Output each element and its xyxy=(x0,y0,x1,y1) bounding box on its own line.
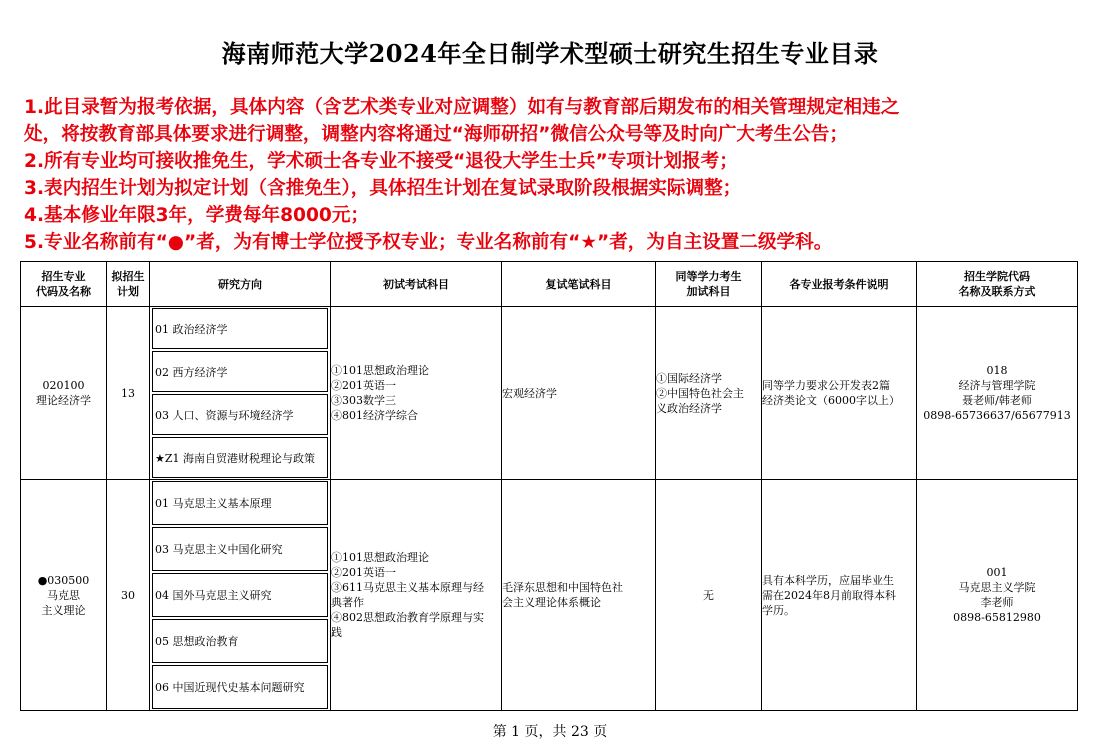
header-direction: 研究方向 xyxy=(150,262,331,307)
major-code: 020100 xyxy=(42,379,85,392)
table-row xyxy=(21,307,1078,480)
retest-cell xyxy=(502,307,656,480)
initial-exam-cell xyxy=(331,480,502,711)
header-college xyxy=(917,262,1078,307)
header-text: 加试科目 xyxy=(686,285,731,298)
direction-item: 01 马克思主义基本原理 xyxy=(152,481,328,525)
page-number: 第 1 页，共 23 页 xyxy=(492,724,608,740)
condition-text: 需在2024年8月前取得本科 xyxy=(762,588,896,602)
header-major xyxy=(21,262,107,307)
header-equiv xyxy=(656,262,762,307)
retest-subject: 宏观经济学 xyxy=(502,386,557,400)
initial-exam-cell xyxy=(331,307,502,480)
direction-item: 03 马克思主义中国化研究 xyxy=(152,527,328,571)
exam-subject: 践 xyxy=(331,626,342,639)
equiv-cell xyxy=(656,480,762,711)
direction-cell xyxy=(150,307,331,480)
college-code: 001 xyxy=(986,566,1008,579)
college-name: 马克思主义学院 xyxy=(958,581,1036,594)
exam-subject: ②201英语一 xyxy=(331,566,396,579)
header-text: 招生专业 xyxy=(41,270,86,283)
header-retest: 复试笔试科目 xyxy=(502,262,656,307)
major-cell xyxy=(21,307,107,480)
notice-line: 2.所有专业均可接收推免生，学术硕士各专业不接受“退役大学生士兵”专项计划报考； xyxy=(24,151,738,172)
notice-line: 3.表内招生计划为拟定计划（含推免生），具体招生计划在复试录取阶段根据实际调整； xyxy=(24,178,742,199)
notice-line: 1.此目录暂为报考依据，具体内容（含艺术类专业对应调整）如有与教育部后期发布的相关管理规定相违之 xyxy=(24,97,900,118)
condition-text: 经济类论文（6000字以上） xyxy=(762,394,900,407)
direction-item: ★Z1 海南自贸港财税理论与政策 xyxy=(152,437,328,478)
equiv-subject: 无 xyxy=(703,588,714,602)
conditions-cell xyxy=(762,480,917,711)
conditions-cell xyxy=(762,307,917,480)
retest-cell xyxy=(502,480,656,711)
header-text: 同等学力考生 xyxy=(675,270,742,283)
exam-subject: ③303数学三 xyxy=(331,394,396,407)
college-name: 经济与管理学院 xyxy=(958,379,1036,392)
college-cell xyxy=(917,307,1078,480)
college-cell xyxy=(917,480,1078,711)
condition-text: 具有本科学历，应届毕业生 xyxy=(762,573,894,587)
notice-line: 5.专业名称前有“●”者，为有博士学位授予权专业；专业名称前有“★”者，为自主设置二级学科。 xyxy=(24,232,833,253)
header-conditions: 各专业报考条件说明 xyxy=(762,262,917,307)
college-code: 018 xyxy=(986,364,1008,377)
major-name: 理论经济学 xyxy=(36,394,91,407)
condition-text: 学历。 xyxy=(762,603,795,617)
major-code: ●030500 xyxy=(37,573,90,587)
equiv-subject: ②中国特色社会主 xyxy=(656,386,744,400)
table-header-row xyxy=(21,262,1078,307)
header-text: 计划 xyxy=(117,285,139,298)
exam-subject: ①101思想政治理论 xyxy=(331,364,429,377)
major-name: 主义理论 xyxy=(41,603,86,617)
table-row xyxy=(21,480,1078,711)
header-text: 代码及名称 xyxy=(36,285,91,298)
college-contact: 聂老师/韩老师 xyxy=(962,394,1032,407)
equiv-subject: 义政治经济学 xyxy=(656,401,722,415)
direction-item: 02 西方经济学 xyxy=(152,351,328,392)
condition-text: 同等学力要求公开发表2篇 xyxy=(762,379,890,392)
equiv-subject: ①国际经济学 xyxy=(656,371,722,385)
direction-item: 05 思想政治教育 xyxy=(152,619,328,663)
notice-line: 4.基本修业年限3年，学费每年8000元； xyxy=(24,205,370,226)
major-cell xyxy=(21,480,107,711)
page-title: 海南师范大学2024年全日制学术型硕士研究生招生专业目录 xyxy=(221,39,879,68)
plan-cell: 13 xyxy=(107,307,150,480)
notice-block xyxy=(24,94,1084,256)
equiv-cell xyxy=(656,307,762,480)
exam-subject: ③611马克思主义基本原理与经 xyxy=(331,581,484,594)
header-text: 招生学院代码 xyxy=(964,270,1030,283)
college-phone: 0898-65812980 xyxy=(953,611,1041,624)
header-plan xyxy=(107,262,150,307)
direction-item: 04 国外马克思主义研究 xyxy=(152,573,328,617)
exam-subject: ②201英语一 xyxy=(331,379,396,392)
retest-subject: 毛泽东思想和中国特色社 xyxy=(502,581,623,594)
major-name: 马克思 xyxy=(47,588,80,602)
exam-subject: ④802思想政治教育学原理与实 xyxy=(331,611,484,624)
header-initial-exam: 初试考试科目 xyxy=(331,262,502,307)
direction-cell xyxy=(150,480,331,711)
plan-cell: 30 xyxy=(107,480,150,711)
exam-subject: 典著作 xyxy=(331,596,364,609)
direction-item: 06 中国近现代史基本问题研究 xyxy=(152,665,328,709)
exam-subject: ④801经济学综合 xyxy=(331,409,418,422)
header-text: 拟招生 xyxy=(111,270,145,283)
direction-item: 01 政治经济学 xyxy=(152,308,328,349)
notice-line: 处，将按教育部具体要求进行调整，调整内容将通过“海师研招”微信公众号等及时向广大考生公告； xyxy=(24,124,848,145)
catalog-table xyxy=(20,261,1078,711)
retest-subject: 会主义理论体系概论 xyxy=(502,596,601,609)
college-phone: 0898-65736637/65677913 xyxy=(923,409,1071,422)
college-contact: 李老师 xyxy=(980,596,1014,609)
header-text: 名称及联系方式 xyxy=(958,285,1036,298)
exam-subject: ①101思想政治理论 xyxy=(331,551,429,564)
direction-item: 03 人口、资源与环境经济学 xyxy=(152,394,328,435)
